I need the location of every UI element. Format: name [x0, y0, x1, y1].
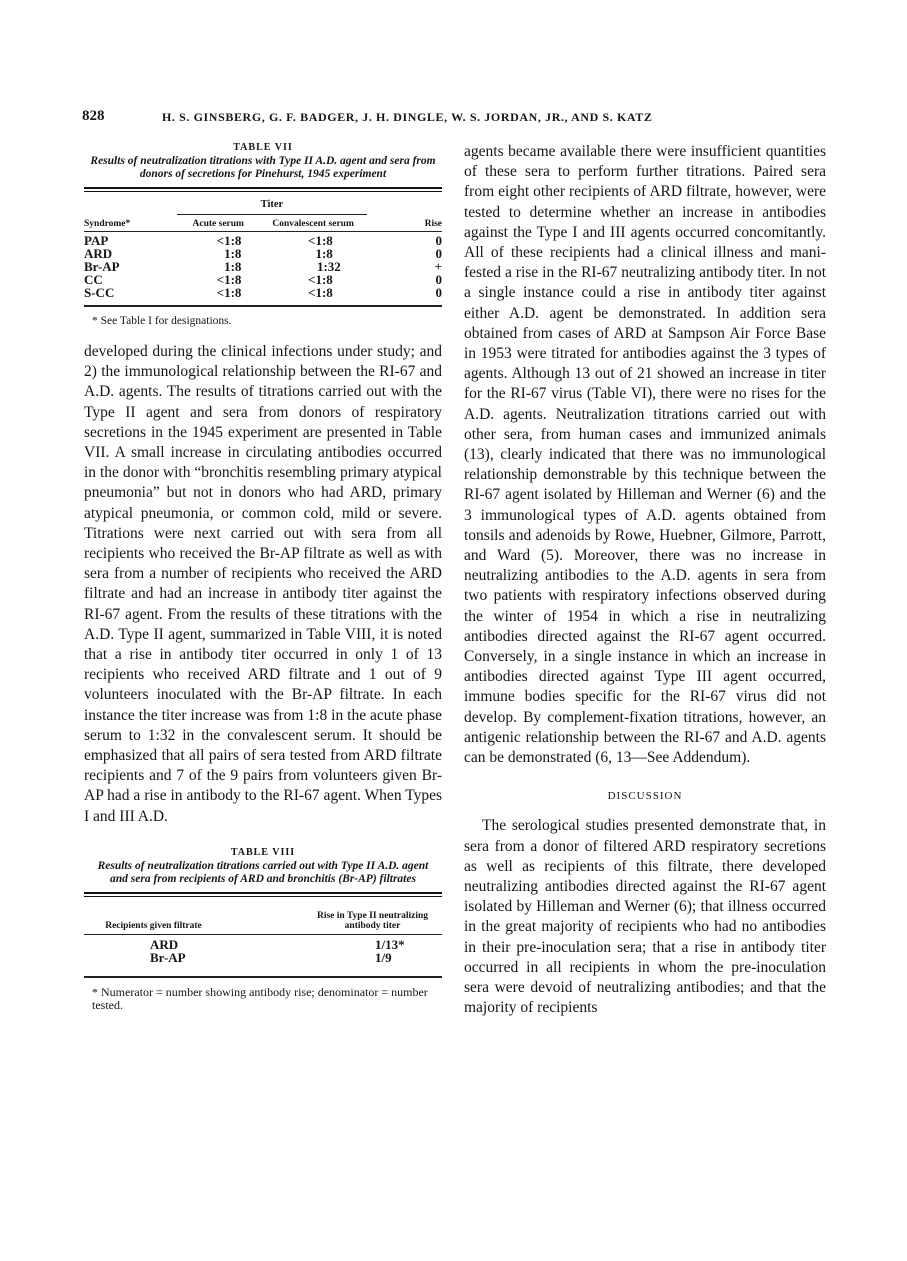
left-column — [84, 142, 442, 1012]
cell-convalescent: 1:8 — [315, 246, 333, 261]
col-header-acute-serum: Acute serum — [192, 219, 244, 229]
cell-rise: 0 — [435, 246, 442, 261]
cell-acute: <1:8 — [216, 272, 242, 287]
cell-rise: 0 — [435, 272, 442, 287]
col-header-rise-type-ii: Rise in Type II neutralizing antibody titer — [316, 910, 429, 931]
titer-group-header: Titer — [177, 200, 367, 215]
cell-syndrome: PAP — [84, 233, 109, 248]
running-head-authors: H. S. GINSBERG, G. F. BADGER, J. H. DINGLE, W. S. JORDAN, JR., AND S. KATZ — [162, 110, 653, 124]
cell-syndrome: S-CC — [84, 285, 115, 300]
right-body-paragraph: agents became available there were insufficient quantities of these sera to perform further titrations. Paired sera from eight other recipients of ARD filtrate, however, were tested to determine whether an increase in antibodies against the Type I and III agents occurred concomitantly. All of these recipients had a clinical illness and manifested a rise in the RI-67 neutralizing antibody titer. In not a single instance could a rise in antibody titer against either A.D. agent be demonstrated. In addition sera obtained from cases of ARD at Sampson Air Force Base in 1953 were titrated for antibodies against the 3 types of agents. Although 13 out of 21 showed an increase in titer for the RI-67 virus (Table VI), there were no rises for the A.D. agents. Neutralization titrations carried out with other sera, from human cases and immunized animals (13), clearly indicated that there was no immunological relationship demonstrable by this technique between the RI-67 agent isolated by Hilleman and Werner (6) and the 3 immunological types of A.D. agents obtained from tonsils and adenoids by Rowe, Huebner, Gilmore, Parrott, and Ward (5). Moreover, there was no increase in neutralizing antibodies to the A.D. agents in sera from two patients with respiratory infections observed during the winter of 1954 in which a rise in neutralizing antibodies directed against the RI-67 agent occurred. Conversely, in a single instance in which an increase in antibodies directed against Type III agent occurred, immune bodies specific for the RI-67 virus did not develop. By complement-fixation titrations, however, an antigenic relationship between the RI-67 and A.D. agents can be demonstrated (6, 13—See Addendum). — [464, 143, 826, 767]
table-vii-grid — [84, 200, 442, 305]
table-vii-top-rule — [84, 187, 442, 192]
cell-rise: 0 — [435, 233, 442, 248]
cell-syndrome: ARD — [84, 246, 113, 261]
table-row — [84, 286, 442, 305]
cell-acute: 1:8 — [224, 246, 242, 261]
table-viii-top-rule — [84, 892, 442, 897]
table-row — [84, 247, 442, 260]
cell-rise: 0 — [435, 285, 442, 300]
right-column — [464, 142, 826, 1018]
col-header-recipients: Recipients given filtrate — [105, 920, 202, 931]
cell-convalescent: <1:8 — [308, 233, 333, 248]
page-number: 828 — [82, 108, 105, 124]
table-row — [84, 260, 442, 273]
table-vii-label: TABLE VII — [233, 142, 293, 153]
col-header-syndrome: Syndrome* — [84, 219, 131, 229]
cell-rise: 1/9 — [375, 949, 392, 965]
cell-recipients: Br-AP — [150, 949, 186, 965]
table-vii-caption: Results of neutralization titrations with Type II A.D. agent and sera from donors of secretions for Pinehurst, 1945 experiment — [90, 155, 436, 180]
cell-rise: + — [434, 259, 442, 274]
cell-convalescent: <1:8 — [308, 285, 333, 300]
cell-acute: <1:8 — [216, 285, 242, 300]
section-heading-discussion: DISCUSSION — [607, 790, 683, 803]
table-viii-bottom-rule — [84, 976, 442, 978]
table-vii-footnote: * See Table I for designations. — [92, 315, 232, 327]
table-row — [84, 232, 442, 248]
col-header-convalescent-serum: Convalescent serum — [272, 219, 354, 229]
table-vii-bottom-rule — [84, 305, 442, 307]
cell-recipients: ARD — [150, 936, 179, 952]
discussion-paragraph: The serological studies presented demonstrate that, in sera from a donor of filtered ARD respiratory secretions as well as recipients of this filtrate, there developed neutralizing antibodies directed against the RI-67 agent isolated by Hilleman and Werner (6); that illness occurred in the great majority of recipients who had no antibodies in their pre-inoculation sera; that a rise in antibody titer occurred in all recipients in whom the pre-inoculation sera were devoid of neutralizing antibodies; and that the majority of recipients — [464, 817, 826, 1017]
cell-syndrome: CC — [84, 272, 103, 287]
table-viii-caption: Results of neutralization titrations carried out with Type II A.D. agent and sera from recipients of ARD and bronchitis (Br-AP) filtrates — [97, 859, 429, 885]
table-row — [84, 273, 442, 286]
cell-convalescent: 1:32 — [316, 259, 341, 274]
running-head — [82, 108, 842, 128]
table-viii-label: TABLE VIII — [230, 846, 296, 858]
col-header-rise: Rise — [424, 219, 442, 229]
table-row — [84, 934, 442, 951]
table-viii-grid — [84, 911, 442, 976]
table-viii-footnote: * Numerator = number showing antibody rise; denominator = number tested. — [92, 984, 428, 1012]
left-body-paragraph: developed during the clinical infections under study; and 2) the immunological relationship between the RI-67 and A.D. agents. The results of titrations carried out with the Type II agent and sera from donors of respiratory secretions in the 1945 experiment are presented in Table VII. A small increase in circulating antibodies occurred in the donor with “bronchitis resembling primary atypical pneumonia” but not in donors who had ARD, primary atypical pneumonia, or common cold, mild or severe. Titrations were next carried out with sera from all recipients who received the Br-AP filtrate as well as with sera from a number of recipients who received the ARD filtrate and had an increase in antibody titer against the RI-67 agent. From the results of these titrations with the A.D. Type II agent, summarized in Table VIII, it is noted that a rise in antibody titer occurred in only 1 of 13 recipients who received ARD filtrate and 1 out of 9 volunteers inoculated with the Br-AP filtrate. In each instance the titer increase was from 1:8 in the acute phase serum to 1:32 in the convalescent serum. It should be emphasized that all pairs of sera tested from ARD filtrate recipients and 7 of the 9 pairs from volunteers given Br-AP had a rise in antibody to the RI-67 agent. When Types I and III A.D. — [84, 343, 442, 825]
table-row — [84, 951, 442, 976]
cell-rise: 1/13* — [375, 936, 405, 952]
cell-convalescent: <1:8 — [308, 272, 333, 287]
table-vii — [84, 142, 442, 328]
table-viii — [84, 847, 442, 1012]
cell-acute: <1:8 — [216, 233, 242, 248]
cell-acute: 1:8 — [224, 259, 242, 274]
cell-syndrome: Br-AP — [84, 259, 120, 274]
